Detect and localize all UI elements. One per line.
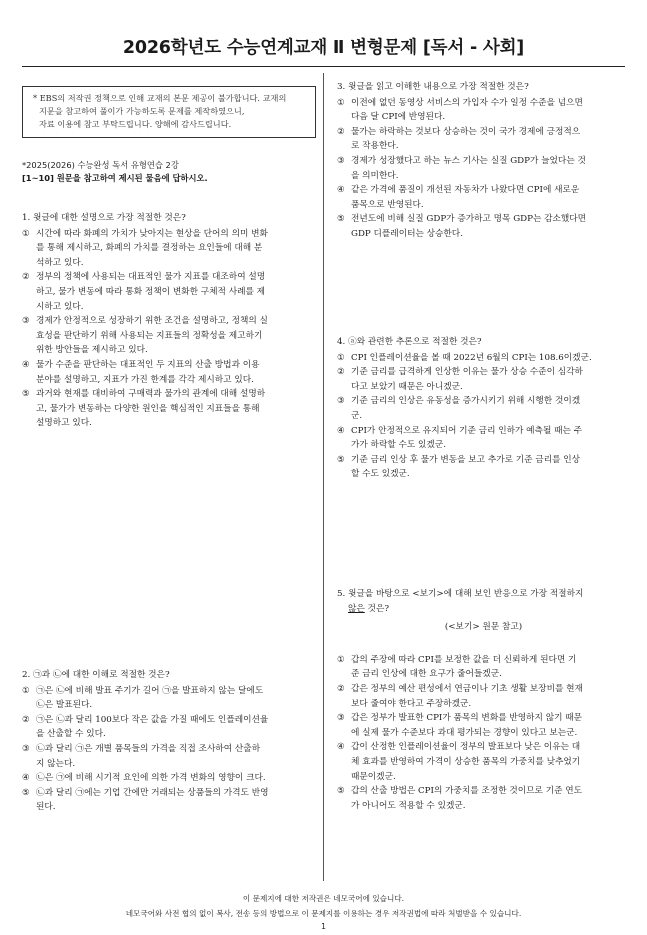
- option-text: [36, 786, 318, 815]
- page-title: 2026학년도 수능연계교재 Ⅱ 변형문제 [독서 - 사회]: [122, 38, 525, 58]
- question-stem: 4. ⓐ와 관련한 추론으로 적절한 것은?: [337, 337, 482, 347]
- option-text-line: ㉡과 달리 ㉠은 개별 품목들의 가격을 직접 조사하여 산출하: [36, 743, 261, 754]
- header-rule: [22, 66, 625, 67]
- option-text-line: 경제가 성장했다고 하는 뉴스 기사는 실질 GDP가 늘었다는 것: [351, 155, 586, 166]
- answer-option: [337, 740, 630, 784]
- source-reference: *2025(2026) 수능완성 독서 유형연습 2강: [22, 160, 179, 170]
- option-text-line: 갑의 산출 방법은 CPI의 가중치를 조정한 것이므로 기준 연도: [351, 786, 583, 797]
- option-number: ②: [22, 272, 30, 283]
- answer-option: [337, 351, 630, 366]
- option-text: [351, 351, 630, 366]
- question-stem: 2. ㉠과 ㉡에 대한 이해로 적절한 것은?: [22, 670, 170, 680]
- option-text-line: GDP 디플레이터는 상승한다.: [351, 228, 463, 239]
- option-number: ④: [337, 185, 345, 196]
- footer-warning: 네모국어와 사전 협의 없이 복사, 전송 등의 방법으로 이 문제지를 이용하는 경우 저작권법에 따라 처벌받을 수 있습니다.: [125, 909, 522, 918]
- option-text-line: ㉡은 발표된다.: [36, 700, 93, 711]
- option-text: [351, 711, 630, 740]
- question-2: [22, 668, 318, 815]
- option-text-line: 체 효과를 반영하여 가격이 상승한 품목의 가중치를 낮추었기: [351, 756, 581, 767]
- answer-option: [22, 358, 318, 387]
- answer-option: [337, 125, 630, 154]
- notice-line: 지문을 참고하여 풀이가 가능하도록 문제를 제작하였으니,: [39, 106, 245, 116]
- option-text-line: 기준 금리의 인상은 유동성을 증가시키기 위해 시행한 것이겠: [351, 396, 581, 407]
- option-number: ④: [337, 742, 345, 753]
- question-stem: 3. 윗글을 읽고 이해한 내용으로 가장 적절한 것은?: [337, 82, 529, 92]
- option-text-line: 에 실제 물가 수준보다 과대 평가되는 경향이 있다고 보는군.: [351, 727, 578, 738]
- option-number: ②: [337, 126, 345, 137]
- answer-option: [337, 365, 630, 394]
- option-text-line: 품목으로 반영된다.: [351, 199, 424, 210]
- option-number: ③: [337, 396, 345, 407]
- option-number: ②: [337, 683, 345, 694]
- option-text: [36, 713, 318, 742]
- notice-line: 자료 이용에 참고 부탁드립니다. 양해에 감사드립니다.: [39, 119, 232, 129]
- option-text-line: 전년도에 비해 실질 GDP가 증가하고 명목 GDP는 감소했다면: [351, 214, 587, 225]
- option-text: [36, 358, 318, 387]
- answer-option: [22, 786, 318, 815]
- option-text: [36, 742, 318, 771]
- option-text-line: 설명하고 있다.: [36, 418, 92, 429]
- option-number: ①: [22, 228, 30, 239]
- option-text: [36, 771, 318, 786]
- question-1: [22, 211, 318, 431]
- option-text-line: 석하고 있다.: [36, 257, 84, 268]
- option-text-line: 같은 가격에 품질이 개선된 자동차가 나왔다면 CPI에 새로운: [351, 185, 580, 196]
- option-text-line: 시하고 있다.: [36, 301, 84, 312]
- option-text-line: ㉠은 ㉡에 비해 발표 주기가 길어 ㉠을 발표하지 않는 달에도: [36, 685, 264, 696]
- option-text-line: 과거와 현재를 대비하여 구매력과 물가의 관계에 대해 설명하: [36, 389, 266, 400]
- source-info: [22, 159, 318, 185]
- option-text-line: 정부의 정책에 사용되는 대표적인 물가 지표를 대조하여 설명: [36, 272, 266, 283]
- option-text-line: 갑이 산정한 인플레이션율이 정부의 발표보다 낮은 이유는 대: [351, 742, 581, 753]
- option-text-line: 시간에 따라 화폐의 가치가 낮아지는 현상을 단어의 의미 변화: [36, 228, 268, 239]
- option-text-line: 할 수도 있겠군.: [351, 469, 410, 480]
- option-text-line: 갑은 정부가 발표한 CPI가 품목의 변화를 반영하지 않기 때문: [351, 713, 583, 724]
- option-text-line: 을 산출할 수 있다.: [36, 729, 106, 740]
- option-text-line: 위한 방안들을 제시하고 있다.: [36, 345, 148, 356]
- option-text-line: 분야를 설명하고, 지표가 가진 한계를 각각 제시하고 있다.: [36, 374, 254, 385]
- answer-option: [337, 653, 630, 682]
- copyright-notice-box: [22, 86, 316, 138]
- option-text-line: 군.: [351, 410, 363, 421]
- option-number: ②: [337, 367, 345, 378]
- answer-option: [22, 314, 318, 358]
- option-text: [351, 653, 630, 682]
- option-number: ②: [22, 714, 30, 725]
- answer-option: [22, 227, 318, 271]
- option-text-line: 다음 달 CPI에 반영된다.: [351, 112, 446, 123]
- option-text-line: 하고, 물가 변동에 따라 통화 정책이 변화한 구체적 사례를 제: [36, 286, 266, 297]
- option-number: ①: [337, 352, 345, 363]
- question-stem: [337, 587, 630, 616]
- page-number: 1: [321, 922, 326, 931]
- answer-option: [337, 394, 630, 423]
- answer-option: [337, 183, 630, 212]
- question-stem-line: 5. 윗글을 바탕으로 <보기>에 대해 보인 반응으로 가장 적절하지: [337, 589, 584, 599]
- option-text-line: 고, 물가가 변동하는 다양한 원인을 핵심적인 지표들을 통해: [36, 403, 260, 414]
- answer-option: [22, 771, 318, 786]
- question-stem: 1. 윗글에 대한 설명으로 가장 적절한 것은?: [22, 213, 186, 223]
- option-text: [351, 365, 630, 394]
- option-number: ①: [22, 685, 30, 696]
- answer-option: [337, 784, 630, 813]
- option-text: [351, 183, 630, 212]
- option-text: [351, 784, 630, 813]
- option-text: [36, 387, 318, 431]
- answer-option: [337, 711, 630, 740]
- question-stem-end: 것은?: [364, 603, 390, 614]
- option-number: ⑤: [337, 786, 345, 797]
- footer-copyright: 이 문제지에 대한 저작권은 네모국어에 있습니다.: [242, 894, 405, 903]
- option-text: [351, 682, 630, 711]
- answer-option: [22, 270, 318, 314]
- option-number: ④: [22, 359, 30, 370]
- option-text-line: CPI 인플레이션율을 볼 때 2022년 6월의 CPI는 108.6이겠군.: [351, 352, 592, 363]
- option-number: ④: [22, 773, 30, 784]
- option-text-line: 물가 수준을 판단하는 대표적인 두 지표의 산출 방법과 이용: [36, 359, 260, 370]
- option-text: [36, 314, 318, 358]
- option-text-line: 준 금리 인상에 대한 요구가 줄어들겠군.: [351, 669, 502, 680]
- option-text-line: 경제가 안정적으로 성장하기 위한 조건을 설명하고, 정책의 실: [36, 316, 268, 327]
- option-text-line: CPI가 안정적으로 유지되어 기준 금리 인하가 예측될 때는 주: [351, 425, 583, 436]
- answer-option: [22, 742, 318, 771]
- option-text: [351, 154, 630, 183]
- option-number: ③: [22, 316, 30, 327]
- option-text: [351, 740, 630, 784]
- option-text-line: ㉡은 ㉠에 비해 시기적 요인에 의한 가격 변화의 영향이 크다.: [36, 773, 266, 784]
- answer-option: [337, 154, 630, 183]
- column-divider: [323, 73, 324, 881]
- option-text-line: 가 아니어도 적용할 수 있겠군.: [351, 800, 466, 811]
- answer-option: [337, 453, 630, 482]
- option-number: ③: [337, 713, 345, 724]
- option-text: [351, 96, 630, 125]
- option-number: ⑤: [337, 214, 345, 225]
- option-text-line: 로 작용한다.: [351, 141, 399, 152]
- question-5: [337, 587, 630, 813]
- option-number: ①: [337, 654, 345, 665]
- option-text-line: 기준 금리 인상 후 물가 변동을 보고 추가로 기준 금리를 인상: [351, 454, 581, 465]
- answer-option: [337, 682, 630, 711]
- option-number: ③: [337, 155, 345, 166]
- question-4: [337, 335, 630, 482]
- instruction-text: [1~10] 원문을 참고하여 제시된 물음에 답하시오.: [22, 173, 208, 183]
- option-text-line: 된다.: [36, 802, 56, 813]
- option-text-line: 효성을 판단하기 위해 사용되는 지표들의 정확성을 제고하기: [36, 330, 263, 341]
- option-text: [351, 212, 630, 241]
- option-text: [351, 453, 630, 482]
- option-text-line: ㉡과 달리 ㉠에는 기업 간에만 거래되는 상품들의 가격도 반영: [36, 787, 269, 798]
- option-text: [351, 424, 630, 453]
- option-text-line: 기준 금리를 급격하게 인상한 이유는 물가 상승 수준이 심각하: [351, 367, 583, 378]
- answer-option: [337, 212, 630, 241]
- option-text-line: 갑은 정부의 예산 편성에서 연금이나 기초 생활 보장비를 현재: [351, 683, 583, 694]
- option-text: [351, 125, 630, 154]
- question-3: [337, 80, 630, 242]
- emphasis-underline: 않은: [348, 603, 365, 614]
- option-text-line: 이전에 없던 동영상 서비스의 가입자 수가 일정 수준을 넘으면: [351, 97, 583, 108]
- option-text: [36, 684, 318, 713]
- bogi-reference: (<보기> 원문 참고): [444, 622, 523, 633]
- option-text-line: ㉠은 ㉡과 달리 100보다 작은 값을 가질 때에도 인플레이션율: [36, 714, 269, 725]
- option-text-line: 다고 보았기 때문은 아니겠군.: [351, 381, 463, 392]
- option-text-line: 때문이겠군.: [351, 771, 396, 782]
- option-text: [351, 394, 630, 423]
- answer-option: [337, 96, 630, 125]
- option-text-line: 갑의 주장에 따라 CPI를 보정한 값을 더 신뢰하게 된다면 기: [351, 654, 577, 665]
- option-text: [36, 227, 318, 271]
- option-number: ⑤: [22, 787, 30, 798]
- answer-option: [22, 684, 318, 713]
- option-text-line: 가가 하락할 수도 있겠군.: [351, 440, 446, 451]
- answer-option: [22, 387, 318, 431]
- option-text: [36, 270, 318, 314]
- answer-option: [337, 424, 630, 453]
- option-number: ④: [337, 425, 345, 436]
- option-number: ⑤: [337, 454, 345, 465]
- notice-line: * EBS의 저작권 정책으로 인해 교재의 본문 제공이 불가합니다. 교재의: [33, 93, 287, 103]
- option-number: ⑤: [22, 389, 30, 400]
- option-number: ③: [22, 743, 30, 754]
- option-text-line: 물가는 하락하는 것보다 상승하는 것이 국가 경제에 긍정적으: [351, 126, 581, 137]
- option-text-line: 을 의미한다.: [351, 170, 399, 181]
- option-text-line: 를 통해 제시하고, 화폐의 가치를 결정하는 요인들에 대해 분: [36, 243, 263, 254]
- option-number: ①: [337, 97, 345, 108]
- option-text-line: 지 않는다.: [36, 758, 76, 769]
- option-text-line: 보다 줄여야 한다고 주장하겠군.: [351, 698, 472, 709]
- answer-option: [22, 713, 318, 742]
